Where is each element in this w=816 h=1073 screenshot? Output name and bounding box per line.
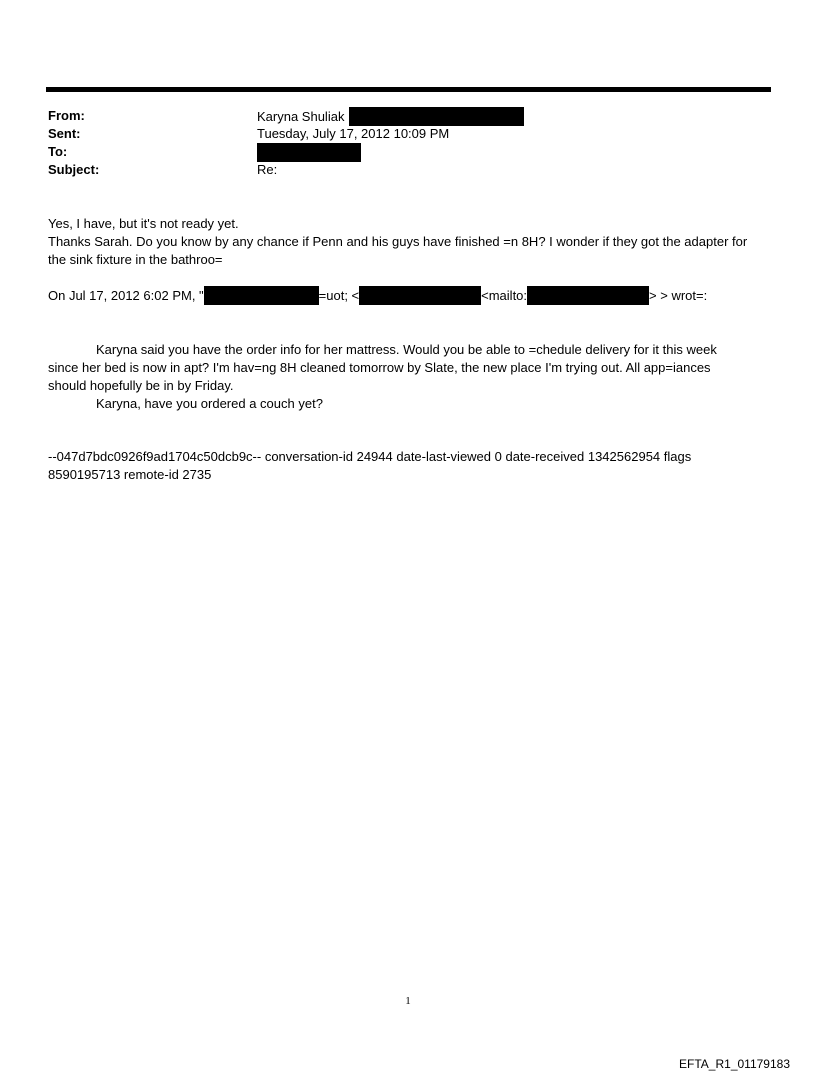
document-id: EFTA_R1_01179183 — [679, 1057, 790, 1071]
to-value — [257, 143, 361, 162]
from-value — [257, 107, 524, 126]
body-line: Yes, I have, but it's not ready yet. — [48, 216, 239, 231]
to-label: To: — [48, 144, 68, 159]
quote-prefix: On Jul 17, 2012 6:02 PM, " — [48, 287, 204, 303]
sender-name: Karyna Shuliak — [257, 108, 345, 124]
quoted-paragraph-line: Karyna said you have the order info for her mattress. Would you be able to =chedule delivery for it this week — [96, 342, 717, 357]
sent-value: Tuesday, July 17, 2012 10:09 PM — [257, 126, 450, 141]
subject-value: Re: — [257, 162, 278, 177]
redaction-box — [359, 286, 481, 305]
quoted-paragraph-line: Karyna, have you ordered a couch yet? — [96, 396, 323, 411]
metadata-line: 8590195713 remote-id 2735 — [48, 467, 212, 482]
body-line: Thanks Sarah. Do you know by any chance if Penn and his guys have finished =n 8H? I wonder if they got the adapter for — [48, 234, 748, 249]
body-line: the sink fixture in the bathroo= — [48, 252, 223, 267]
sent-label: Sent: — [48, 126, 81, 141]
redaction-box — [257, 143, 361, 162]
header-divider — [46, 87, 771, 92]
from-label: From: — [48, 108, 85, 123]
quoted-paragraph-line: since her bed is now in apt? I'm hav=ng 8H cleaned tomorrow by Slate, the new place I'm trying out. All app=iances — [48, 360, 711, 375]
subject-label: Subject: — [48, 162, 100, 177]
quote-end: > > wrot=: — [649, 287, 708, 303]
quoted-paragraph-line: should hopefully be in by Friday. — [48, 378, 234, 393]
redaction-box — [204, 286, 319, 305]
page-number: 1 — [405, 995, 411, 1007]
quote-mailto: <mailto: — [481, 287, 528, 303]
redaction-box — [349, 107, 524, 126]
quote-header-line — [48, 286, 707, 305]
metadata-line: --047d7bdc0926f9ad1704c50dcb9c-- conversation-id 24944 date-last-viewed 0 date-received 1342562954 flags — [48, 449, 692, 464]
quote-mid: =uot; < — [318, 287, 360, 303]
redaction-box — [527, 286, 649, 305]
